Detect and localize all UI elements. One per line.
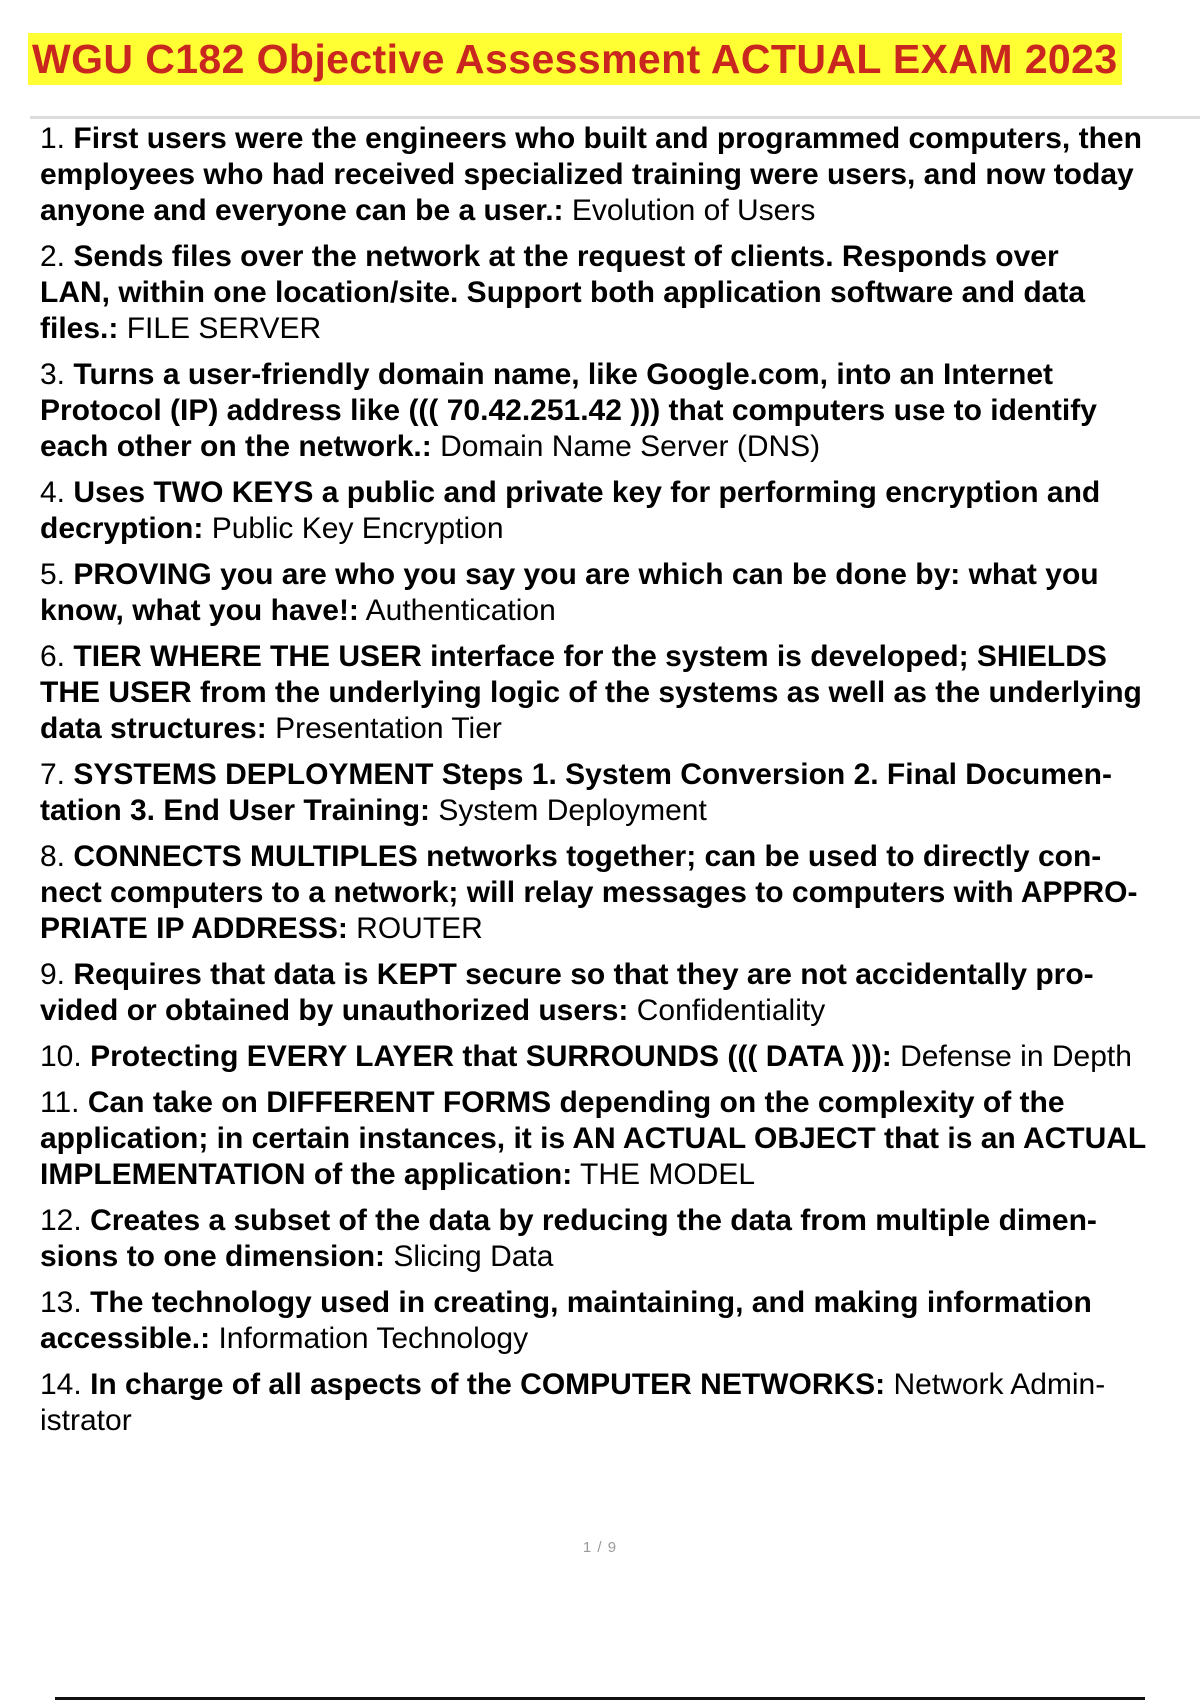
answer-text: FILE SERVER <box>126 312 322 345</box>
question-text: PROVING you are who you say you are which can be done by: what you <box>73 558 1099 591</box>
question-text: IMPLEMENTATION of the application: <box>40 1158 573 1191</box>
question-line <box>40 357 1200 393</box>
question-text: tation 3. End User Training: <box>40 794 431 827</box>
question-number: 13. <box>40 1286 82 1319</box>
question-text: SYSTEMS DEPLOYMENT Steps 1. System Conversion 2. Final Documen- <box>73 758 1112 791</box>
question-text: vided or obtained by unauthorized users: <box>40 994 629 1027</box>
question-line <box>40 1085 1200 1121</box>
question-line <box>40 557 1200 593</box>
question-text: files.: <box>40 312 119 345</box>
question-text: TIER WHERE THE USER interface for the system is developed; SHIELDS <box>73 640 1107 673</box>
question-text: each other on the network.: <box>40 430 432 463</box>
question-item <box>40 1085 1200 1193</box>
question-line <box>40 957 1200 993</box>
question-line <box>40 475 1200 511</box>
question-text: Sends files over the network at the request of clients. Responds over <box>73 240 1059 273</box>
question-line <box>40 1321 1200 1357</box>
question-text: know, what you have!: <box>40 594 359 627</box>
question-line <box>40 311 1200 347</box>
question-number: 1. <box>40 122 66 155</box>
question-number: 9. <box>40 958 66 991</box>
question-text: Turns a user-friendly domain name, like Google.com, into an Internet <box>73 358 1053 391</box>
document-title: WGU C182 Objective Assessment ACTUAL EXAM 2023 <box>32 35 1118 82</box>
answer-text: Authentication <box>365 594 556 627</box>
question-number: 12. <box>40 1204 82 1237</box>
question-number: 8. <box>40 840 66 873</box>
question-line <box>40 1121 1200 1157</box>
question-line <box>40 711 1200 747</box>
question-item <box>40 121 1200 229</box>
question-line <box>40 1239 1200 1275</box>
question-line <box>40 839 1200 875</box>
question-text: employees who had received specialized training were users, and now today <box>40 158 1134 191</box>
answer-text: Confidentiality <box>636 994 826 1027</box>
answer-text: System Deployment <box>438 794 707 827</box>
question-text: Protecting EVERY LAYER that SURROUNDS ((( DATA ))): <box>90 1040 892 1073</box>
question-item <box>40 357 1200 465</box>
question-line <box>40 675 1200 711</box>
question-item <box>40 839 1200 947</box>
question-list <box>40 121 1200 1449</box>
question-text: decryption: <box>40 512 204 545</box>
answer-text: Evolution of Users <box>571 194 816 227</box>
question-number: 2. <box>40 240 66 273</box>
question-line <box>40 1157 1200 1193</box>
title-divider <box>30 116 1200 119</box>
question-text: PRIATE IP ADDRESS: <box>40 912 348 945</box>
question-line <box>40 511 1200 547</box>
question-item <box>40 475 1200 547</box>
question-item <box>40 1203 1200 1275</box>
answer-text: Presentation Tier <box>275 712 502 745</box>
answer-text: Network Admin- <box>893 1368 1106 1401</box>
question-line <box>40 911 1200 947</box>
answer-text: ROUTER <box>356 912 483 945</box>
question-item <box>40 1367 1200 1439</box>
question-text: CONNECTS MULTIPLES networks together; can be used to directly con- <box>73 840 1102 873</box>
question-line <box>40 993 1200 1029</box>
answer-text: Slicing Data <box>393 1240 554 1273</box>
answer-text: istrator <box>40 1404 132 1437</box>
question-line <box>40 875 1200 911</box>
question-line <box>40 275 1200 311</box>
question-item <box>40 757 1200 829</box>
question-line <box>40 239 1200 275</box>
question-text: data structures: <box>40 712 267 745</box>
question-line <box>40 1285 1200 1321</box>
question-text: In charge of all aspects of the COMPUTER NETWORKS: <box>90 1368 886 1401</box>
question-line <box>40 639 1200 675</box>
question-text: Requires that data is KEPT secure so that they are not accidentally pro- <box>73 958 1094 991</box>
question-item <box>40 957 1200 1029</box>
question-text: sions to one dimension: <box>40 1240 386 1273</box>
question-number: 6. <box>40 640 66 673</box>
answer-text: Information Technology <box>218 1322 529 1355</box>
question-line <box>40 1403 1200 1439</box>
question-text: Protocol (IP) address like ((( 70.42.251.42 ))) that computers use to identify <box>40 394 1097 427</box>
question-number: 5. <box>40 558 66 591</box>
question-text: The technology used in creating, maintaining, and making information <box>90 1286 1092 1319</box>
document-title-highlight <box>28 33 1122 85</box>
question-number: 3. <box>40 358 66 391</box>
question-line <box>40 1367 1200 1403</box>
answer-text: Defense in Depth <box>900 1040 1132 1073</box>
question-number: 11. <box>40 1086 80 1119</box>
question-item <box>40 557 1200 629</box>
question-number: 7. <box>40 758 66 791</box>
question-item <box>40 1039 1200 1075</box>
answer-text: Domain Name Server (DNS) <box>440 430 821 463</box>
question-text: Can take on DIFFERENT FORMS depending on the complexity of the <box>87 1086 1065 1119</box>
question-item <box>40 639 1200 747</box>
question-line <box>40 1203 1200 1239</box>
question-text: anyone and everyone can be a user.: <box>40 194 564 227</box>
question-line <box>40 593 1200 629</box>
question-text: LAN, within one location/site. Support both application software and data <box>40 276 1086 309</box>
question-text: Creates a subset of the data by reducing the data from multiple dimen- <box>90 1204 1097 1237</box>
question-line <box>40 393 1200 429</box>
question-text: Uses TWO KEYS a public and private key for performing encryption and <box>73 476 1101 509</box>
question-line <box>40 193 1200 229</box>
question-item <box>40 1285 1200 1357</box>
question-number: 14. <box>40 1368 82 1401</box>
question-text: THE USER from the underlying logic of the systems as well as the underlying <box>40 676 1142 709</box>
question-line <box>40 121 1200 157</box>
question-line <box>40 429 1200 465</box>
question-line <box>40 157 1200 193</box>
question-text: nect computers to a network; will relay messages to computers with APPRO- <box>40 876 1138 909</box>
question-number: 4. <box>40 476 66 509</box>
question-line <box>40 757 1200 793</box>
question-text: First users were the engineers who built and programmed computers, then <box>73 122 1142 155</box>
question-text: application; in certain instances, it is AN ACTUAL OBJECT that is an ACTUAL <box>40 1122 1147 1155</box>
answer-text: THE MODEL <box>580 1158 756 1191</box>
question-number: 10. <box>40 1040 82 1073</box>
question-line <box>40 793 1200 829</box>
question-item <box>40 239 1200 347</box>
answer-text: Public Key Encryption <box>211 512 504 545</box>
page-number: 1 / 9 <box>582 1539 618 1556</box>
question-text: accessible.: <box>40 1322 211 1355</box>
question-line <box>40 1039 1200 1075</box>
